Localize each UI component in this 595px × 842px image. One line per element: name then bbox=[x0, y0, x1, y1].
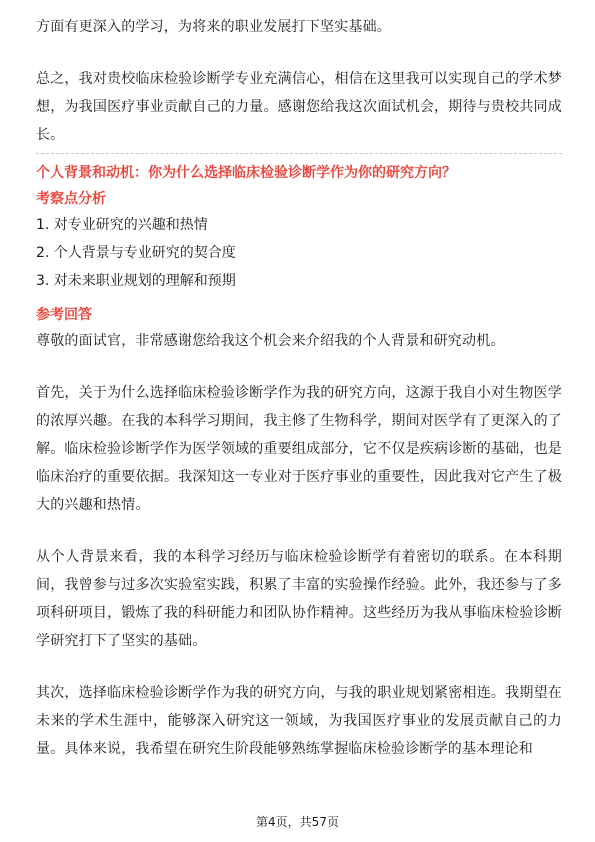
spacer bbox=[36, 355, 562, 379]
answer-paragraph: 首先，关于为什么选择临床检验诊断学作为我的研究方向，这源于我自小对生物医学的浓厚兴趣。在我的本科学习期间，我主修了生物科学，期间对医学有了更深入的了解。临床检验诊断学作为医学领域的重要组成部分，它不仅是疾病诊断的基础，也是临床治疗的重要依据。我深知这一专业对于医疗事业的重要性，因此我对它产生了极大的兴趣和热情。 bbox=[36, 385, 562, 513]
answer-paragraph: 从个人背景来看，我的本科学习经历与临床检验诊断学有着密切的联系。在本科期间，我曾参与过多次实验室实践，积累了丰富的实验操作经验。此外，我还参与了多项科研项目，锻炼了我的科研能力和团队协作精神。这些经历为我从事临床检验诊断学研究打下了坚实的基础。 bbox=[36, 549, 562, 649]
section-divider bbox=[36, 153, 562, 155]
analysis-point: 2. 个人背景与专业研究的契合度 bbox=[36, 245, 236, 261]
intro-tail-paragraph: 方面有更深入的学习，为将来的职业发展打下坚实基础。 bbox=[36, 19, 391, 35]
question-heading: 个人背景和动机：你为什么选择临床检验诊断学作为你的研究方向？ bbox=[36, 165, 456, 181]
analysis-point: 3. 对未来职业规划的理解和预期 bbox=[36, 273, 236, 289]
spacer bbox=[36, 41, 562, 65]
analysis-heading: 考察点分析 bbox=[36, 191, 106, 207]
analysis-point: 1. 对专业研究的兴趣和热情 bbox=[36, 217, 208, 233]
page-number-footer: 第4页，共57页 bbox=[256, 815, 339, 829]
answer-opening: 尊敬的面试官，非常感谢您给我这个机会来介绍我的个人背景和研究动机。 bbox=[36, 333, 505, 349]
spacer bbox=[36, 519, 562, 543]
spacer bbox=[36, 655, 562, 679]
page-content bbox=[36, 13, 562, 763]
answer-paragraph: 其次，选择临床检验诊断学作为我的研究方向，与我的职业规划紧密相连。我期望在未来的学术生涯中，能够深入研究这一领域，为我国医疗事业的发展贡献自己的力量。具体来说，我希望在研究生阶段能够熟练掌握临床检验诊断学的基本理论和 bbox=[36, 685, 562, 757]
answer-heading: 参考回答 bbox=[36, 307, 92, 323]
conclusion-paragraph: 总之，我对贵校临床检验诊断学专业充满信心，相信在这里我可以实现自己的学术梦想，为我国医疗事业贡献自己的力量。感谢您给我这次面试机会，期待与贵校共同成长。 bbox=[36, 71, 562, 143]
